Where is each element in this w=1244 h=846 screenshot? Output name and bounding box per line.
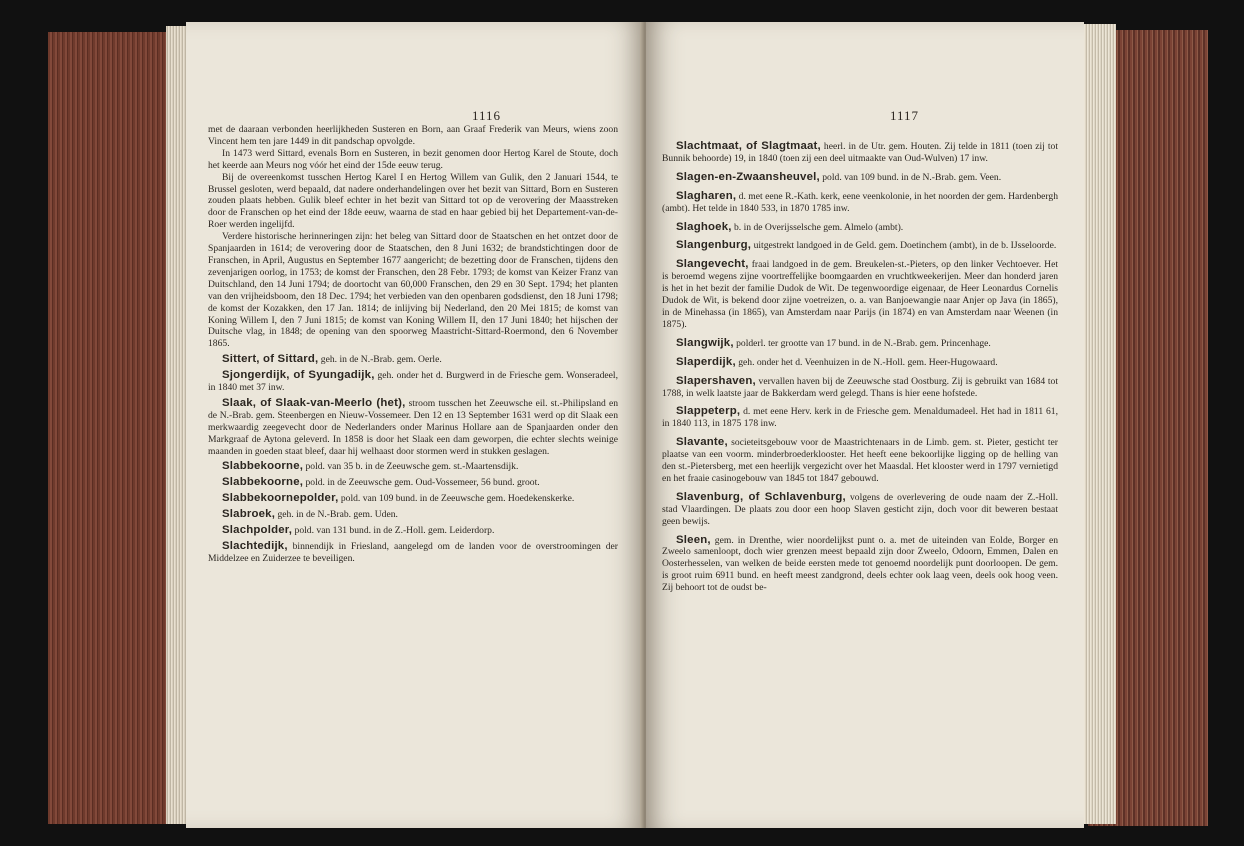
entry	[208, 509, 618, 521]
entry-headword: Slabroek,	[222, 508, 276, 521]
entry	[208, 461, 618, 473]
entry-headword: Slangwijk,	[676, 336, 734, 349]
entry-headword: Slapershaven,	[676, 374, 756, 387]
entry-text: polderl. ter grootte van 17 bund. in de N.-Brab. gem. Princenhage.	[733, 337, 991, 349]
entry-headword: Slachtedijk,	[222, 540, 288, 552]
entry-text: binnendijk in Friesland, aangelegd om de landen voor de overstroomingen der Middelzee en Zuiderzee te beveiligen.	[208, 541, 618, 564]
entry-headword: Slappeterp,	[676, 405, 741, 418]
entry-headword: Sleen,	[676, 533, 711, 546]
entry-text: fraai landgoed in de gem. Breukelen-st.-Pieters, op den linker Vechtoever. Het is beroemd wegens zijne voortreffelijke boomgaarden en vruchtkweekerijen. Meer dan honderd jaren is het in het bezit der familie Dudok de Wit. De tegenwoordige eigenaar, de Heer Leonardus Cornelis Dudok de Wit, is bekend door zijne voetreizen, o. a. van Banjoewangie naar Anjer op Java (in 1865), in de Minehassa (in 1865), van Amsterdam naar Parijs (in 1874) en van Amsterdam naar Weenen (in 1875).	[662, 259, 1058, 330]
entry	[208, 477, 618, 489]
entry-headword: Slaperdijk,	[676, 355, 736, 368]
entry-text: pold. van 109 bund. in de Zeeuwsche gem. Hoedekenskerke.	[338, 493, 575, 505]
entry-headword: Sjongerdijk, of Syungadijk,	[222, 369, 375, 382]
entry	[208, 541, 618, 565]
entry-headword: Slagen-en-Zwaansheuvel,	[676, 170, 820, 183]
paragraph	[208, 172, 618, 232]
entry	[662, 338, 1058, 350]
paragraph-text: Verdere historische herinneringen zijn: het beleg van Sittard door de Staatschen en het ontzet door de Spanjaarden in 1614; de verovering door de Staatschen, den 8 Juni 1632; de brandstichtingen door de Franschen, in April, Augustus en September 1677 aangericht; de bezetting door de Franschen, tijdens den zevenjarigen oorlog, in 1753; de komst der Franschen, den 28 Febr. 1793; de komst van Keizer Franz van Duitschland, den 14 Juni 1794; de doortocht van 60,000 Franschen, den 29 en 30 Sept. 1794; het planten van den vrijheidsboom, den 18 Dec. 1794; het verbieden van den openbaren godsdienst, den 18 Juni 1798; de komst der Kozakken, den 17 Jan. 1814; de inlijving bij Nederland, den 20 Mei 1815; de komst van Koning Willem I, den 7 Juni 1815; de komst van Koning Willem II, den 17 Juni 1840; het hijschen der Duitsche vlag, in 1848; de opening van den spoorweg Maastricht-Sittard-Roermond, den 6 November 1865.	[208, 231, 618, 350]
entry-headword: Slachpolder,	[222, 524, 293, 537]
entry-text: vervallen haven bij de Zeeuwsche stad Oostburg. Zij is gebruikt van 1684 tot 1788, in welk laatste jaar de Bakkerdam werd gelegd. Thans is hier eene hofstede.	[662, 375, 1058, 399]
entry	[208, 493, 618, 505]
entry-text: heerl. in de Utr. gem. Houten. Zij telde in 1811 (toen zij tot Bunnik behoorde) 19, in 1840 (toen zij een deel uitmaakte van Oud-Wulven) 17 inw.	[662, 141, 1059, 164]
entry-headword: Slachtmaat, of Slagtmaat,	[676, 140, 821, 152]
entry-headword: Slangevecht,	[676, 258, 749, 271]
entry-headword: Slabbekoornepolder,	[222, 492, 339, 505]
entry-text: uitgestrekt landgoed in de Geld. gem. Doetinchem (ambt), in de b. IJsseloorde.	[751, 240, 1057, 252]
entry-headword: Slaghoek,	[676, 220, 732, 233]
entry-text: gem. in Drenthe, wier noordelijkst punt o. a. met de uiteinden van Eolde, Borger en Zweelo samenloopt, doch wier grenzen meest bepaald zijn door Zweelo, Odoorn, Emmen, Dalen en Oosterhesselen, van welken de beide eersten mede tot genoemd noordelijk punt doorloopen. De gem. is groot ruim 6911 bund. en heeft meest zandgrond, deels echter ook laag veen, deels ook hoog veen. Zij behoort tot de oudst be-	[662, 534, 1058, 594]
entry	[662, 172, 1058, 184]
entry	[662, 437, 1058, 485]
left-page	[186, 22, 644, 828]
entry-text: pold. van 131 bund. in de Z.-Holl. gem. Leiderdorp.	[292, 525, 495, 537]
entry	[208, 370, 618, 394]
paragraph	[208, 124, 618, 148]
entry-text: pold. in de Zeeuwsche gem. Oud-Vossemeer, 56 bund. groot.	[303, 477, 540, 489]
entry	[208, 354, 618, 366]
entry	[662, 259, 1058, 330]
entry	[662, 492, 1058, 528]
entry-text: d. met eene R.-Kath. kerk, eene veenkolonie, in het noorden der gem. Hardenbergh (ambt). Het telde in 1840 533, in 1870 1785 inw.	[662, 190, 1058, 214]
book-cover-left	[48, 32, 176, 824]
entry-headword: Slangenburg,	[676, 239, 752, 252]
paragraph	[208, 148, 618, 172]
entry-headword: Slaak, of Slaak-van-Meerlo (het),	[222, 396, 406, 409]
right-page	[646, 22, 1084, 828]
paragraph	[208, 231, 618, 350]
entry-text: geh. onder het d. Veenhuizen in de N.-Holl. gem. Heer-Hugowaard.	[735, 356, 998, 368]
entry	[208, 525, 618, 537]
page-text	[208, 124, 618, 565]
entry-text: volgens de overlevering de oude naam der Z.-Holl. stad Vlaardingen. De plaats zou door een hoop Slaven gesticht zijn, doch voor dit beweren bestaat geen bewijs.	[662, 491, 1058, 527]
entry-headword: Sittert, of Sittard,	[222, 353, 319, 366]
paragraph-text: Bij de overeenkomst tusschen Hertog Karel I en Hertog Willem van Gulik, den 2 Januari 1544, te Brussel gesloten, werd bepaald, dat nadere onderhandelingen over het bezit van Sittard, Born en Susteren zouden plaats hebben. Gulik bleef echter in het bezit van Sittard tot op de verovering der Maasstreken door de Franschen op het eind der 18de eeuw, waarna de stad en haar gebied bij het Departement-van-de-Roer werden ingelijfd.	[208, 171, 618, 231]
entry-headword: Slavenburg, of Schlavenburg,	[676, 490, 846, 503]
entry	[662, 141, 1058, 165]
entry-headword: Slabbekoorne,	[222, 476, 304, 489]
page-text	[662, 141, 1058, 594]
entry	[662, 535, 1058, 595]
entry-text: stroom tusschen het Zeeuwsche eil. st.-Philipsland en de N.-Brab. gem. Steenbergen en Nieuw-Vossemeer. Den 12 en 13 September 1631 werd op dit Slaak een merkwaardig zeegevecht door de Nederlanders onder Marinus Hollare aan de Spanjaarden onder den Markgraaf de Aytona geleverd. In 1858 is door het Slaak een dam geworpen, die echter slechts weinige maanden in goeden staat bleef, daar hij welhaast door stormen werd in stukken geslagen.	[208, 397, 618, 457]
entry	[662, 406, 1058, 430]
entry	[662, 222, 1058, 234]
entry-text: d. met eene Herv. kerk in de Friesche gem. Menaldumadeel. Het had in 1811 61, in 1840 113, in 1875 178 inw.	[662, 406, 1058, 430]
entry-text: geh. in de N.-Brab. gem. Uden.	[275, 509, 398, 521]
entry-text: geh. onder het d. Burgwerd in de Friesche gem. Wonseradeel, in 1840 met 37 inw.	[208, 370, 618, 394]
entry	[662, 376, 1058, 400]
paragraph-text: In 1473 werd Sittard, evenals Born en Susteren, in bezit genomen door Hertog Karel de Stoute, doch het keerde aan Meurs nog vóór het eind der 15de eeuw terug.	[208, 147, 618, 171]
open-book	[48, 12, 1208, 832]
entry-text: pold. van 35 b. in de Zeeuwsche gem. st.-Maartensdijk.	[303, 461, 519, 473]
entry-headword: Slavante,	[676, 436, 728, 449]
entry-text: geh. in de N.-Brab. gem. Oerle.	[318, 354, 442, 366]
entry	[662, 240, 1058, 252]
page-number: 1117	[890, 108, 920, 123]
entry-headword: Slagharen,	[676, 189, 737, 202]
page-number: 1116	[472, 108, 502, 123]
entry-text: pold. van 109 bund. in de N.-Brab. gem. Veen.	[819, 171, 1002, 183]
entry-text: b. in de Overijsselsche gem. Almelo (ambt).	[731, 221, 904, 233]
entry-headword: Slabbekoorne,	[222, 460, 304, 473]
entry	[208, 398, 618, 458]
paragraph-text: met de daaraan verbonden heerlijkheden Susteren en Born, aan Graaf Frederik van Meurs, wiens zoon Vincent hem ten jare 1449 in dit pandschap opvolgde.	[208, 124, 618, 147]
entry	[662, 357, 1058, 369]
entry	[662, 191, 1058, 215]
entry-text: societeitsgebouw voor de Maastrichtenaars in de Limb. gem. st. Pieter, gesticht ter plaatse van een voorm. minderbroederklooster. Het heeft eene bekoorlijke ligging op de helling van den st.-Pietersberg, met een heerlijk vergezicht over het Maasdal. Het klooster werd in 1797 vernietigd en het fraaie casinogebouw van 1845 tot 1847 gebouwd.	[662, 437, 1058, 484]
